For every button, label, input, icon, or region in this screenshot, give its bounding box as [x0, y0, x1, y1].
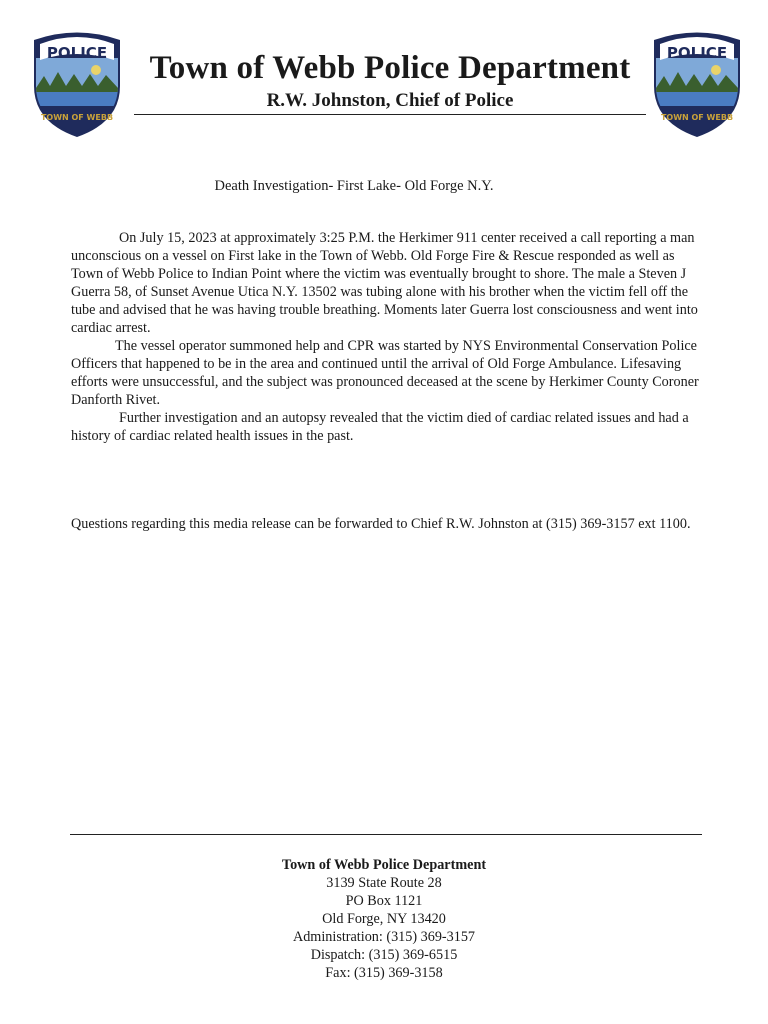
release-subject: Death Investigation- First Lake- Old Forge N.Y. — [214, 178, 494, 194]
footer-street: 3139 State Route 28 — [326, 875, 442, 891]
footer-department-name: Town of Webb Police Department — [281, 857, 487, 873]
body-paragraph: Further investigation and an autopsy revealed that the victim died of cardiac related issues and had a history of cardiac related health issues in the past. — [71, 410, 689, 444]
police-badge-icon — [650, 28, 744, 138]
police-badge-left — [30, 28, 124, 138]
police-badge-icon — [30, 28, 124, 138]
footer-dispatch-phone: Dispatch: (315) 369-6515 — [310, 947, 458, 963]
questions-contact: Questions regarding this media release can be forwarded to Chief R.W. Johnston at (315) 369-3157 ext 1100. — [71, 516, 691, 532]
badge-town-text: TOWN OF WEBB — [660, 113, 734, 122]
release-body — [71, 229, 703, 445]
body-paragraph: On July 15, 2023 at approximately 3:25 P.M. the Herkimer 911 center received a call reporting a man unconscious on a vessel on First lake in the Town of Webb. Old Forge Fire & Rescue responded as well as Town of Webb Police to Indian Point where the victim was eventually brought to shore. The male a Steven J Guerra 58, of Sunset Avenue Utica N.Y. 13502 was tubing alone with his brother when the victim fell off the tube and advised that he was having trouble breathing. Moments later Guerra lost consciousness and went into cardiac arrest. — [71, 230, 698, 336]
badge-police-text: POLICE — [666, 44, 728, 62]
badge-town-text: TOWN OF WEBB — [40, 113, 114, 122]
badge-police-text: POLICE — [46, 44, 108, 62]
header-divider — [134, 114, 646, 115]
department-title: Town of Webb Police Department — [149, 50, 631, 86]
chief-name: R.W. Johnston, Chief of Police — [266, 90, 514, 111]
footer-fax: Fax: (315) 369-3158 — [325, 965, 443, 981]
footer-city: Old Forge, NY 13420 — [322, 911, 446, 927]
footer-po-box: PO Box 1121 — [345, 893, 423, 909]
police-badge-right — [650, 28, 744, 138]
footer-contact-block — [0, 856, 768, 982]
body-paragraph: The vessel operator summoned help and CPR was started by NYS Environmental Conservation Police Officers that happened to be in the area and continued until the arrival of Old Forge Ambulance. Lifesaving efforts were unsuccessful, and the subject was pronounced deceased at the scene by Herkimer County Coroner Danforth Rivet. — [71, 338, 699, 408]
footer-divider — [70, 834, 702, 835]
footer-administration-phone: Administration: (315) 369-3157 — [292, 929, 476, 945]
